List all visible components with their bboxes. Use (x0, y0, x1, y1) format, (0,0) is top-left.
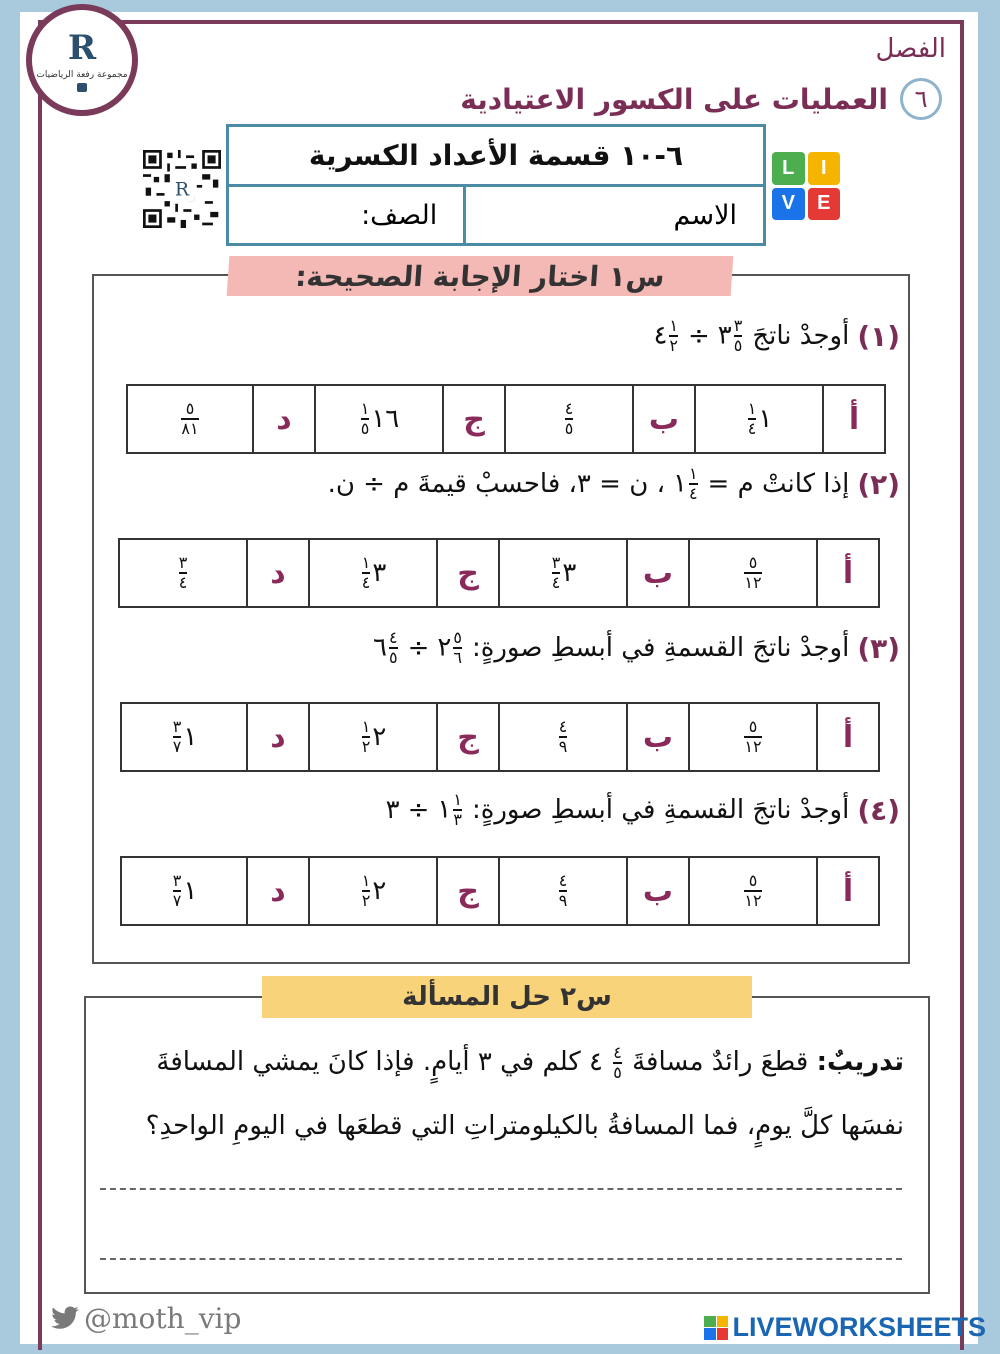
student-name-field[interactable] (466, 187, 763, 243)
question-4-expr-a: $\frac{١}{٣}$ ١ (437, 790, 462, 829)
answer-option-a[interactable]: $\frac{٥}{١٢}$ (688, 858, 816, 924)
answer-letter[interactable]: د (246, 540, 308, 606)
question-1-answers (126, 384, 886, 454)
liveworksheets-logo-icon (704, 1316, 728, 1340)
live-tile-l: L (772, 152, 805, 185)
answer-line-1[interactable] (100, 1188, 902, 1190)
question-1-text: أوجدْ ناتجَ (752, 321, 850, 351)
section2-title: س٢ حل المسألة (262, 976, 752, 1018)
answer-letter[interactable]: ب (626, 858, 688, 924)
word-problem (124, 1030, 904, 1158)
student-grade-field[interactable] (229, 187, 466, 243)
qr-code-icon (143, 150, 221, 228)
question-3-answers (120, 702, 880, 772)
answer-option-b[interactable]: $\frac{٤}{٥}$ (504, 386, 632, 452)
question-1-number: (١) (857, 319, 900, 353)
answer-letter[interactable]: أ (822, 386, 884, 452)
answer-letter[interactable]: ج (436, 858, 498, 924)
answer-option-d[interactable]: ١ $\frac{٣}{٧}$ (172, 717, 198, 756)
answer-option-a[interactable]: $\frac{٥}{١٢}$ (688, 704, 816, 770)
grade-label: الصف: (361, 199, 438, 231)
lesson-title: ٦-١٠ قسمة الأعداد الكسرية (229, 127, 763, 187)
question-3-number: (٣) (857, 631, 900, 665)
logo-letter: R (67, 28, 97, 68)
answer-letter[interactable]: ج (442, 386, 504, 452)
answer-letter[interactable]: ب (626, 704, 688, 770)
question-4-number: (٤) (857, 793, 900, 827)
answer-letter[interactable]: د (252, 386, 314, 452)
question-1-expr-a: $\frac{٣}{٥}$ ٣ (717, 316, 743, 355)
twitter-bird-icon (50, 1306, 80, 1332)
answer-option-d[interactable]: $\frac{٥}{٨١}$ (181, 399, 199, 438)
group-logo (26, 4, 138, 116)
chapter-title: العمليات على الكسور الاعتيادية (460, 82, 888, 116)
answer-letter[interactable]: ب (626, 540, 688, 606)
question-4-answers (120, 856, 880, 926)
question-3 (373, 630, 900, 666)
question-2-text-b: ، ن = ٣، فاحسبْ قيمةَ م ÷ ن. (327, 469, 665, 499)
problem-text-b: ٤ كلم في ٣ أيامٍ. فإذا كانَ يمشي المسافةَ نفسَها كلَّ يومٍ، فما المسافةُ بالكيلومتراتِ التي قطعَها في اليومِ الواحدِ؟ (145, 1047, 904, 1141)
problem-fraction: $\frac{٤}{٥}$ (613, 1042, 622, 1082)
question-4 (386, 792, 900, 828)
question-1-expr-b: $\frac{١}{٢}$ ٤ (653, 316, 678, 355)
chapter-heading (460, 78, 942, 120)
answer-letter[interactable]: أ (816, 540, 878, 606)
section1-title: س١ اختار الإجابة الصحيحة: (227, 256, 734, 296)
question-3-expr-a: $\frac{٥}{٦}$ ٢ (437, 628, 462, 667)
question-2-number: (٢) (857, 467, 900, 501)
live-tile-e: E (808, 188, 841, 221)
question-2 (328, 466, 900, 502)
answer-letter[interactable]: ب (632, 386, 694, 452)
lesson-info-table (226, 124, 766, 246)
svg-text:R: R (174, 179, 190, 201)
question-3-operator: ÷ (407, 633, 430, 663)
answer-option-c[interactable]: ١٦ $\frac{١}{٥}$ (314, 386, 442, 452)
live-tile-i: I (808, 152, 841, 185)
question-3-text: أوجدْ ناتجَ القسمةِ في أبسطِ صورةٍ: (471, 633, 850, 663)
problem-label: تدريبٌ: (816, 1047, 904, 1077)
question-2-answers (118, 538, 880, 608)
answer-letter[interactable]: ج (436, 540, 498, 606)
answer-option-b[interactable]: ٣ $\frac{٣}{٤}$ (498, 540, 626, 606)
handle-text: @moth_vip (84, 1302, 242, 1335)
answer-letter[interactable]: د (246, 704, 308, 770)
question-4-expr-b: ٣ (385, 795, 400, 825)
question-1 (653, 318, 900, 354)
answer-option-c[interactable]: ٣ $\frac{١}{٤}$ (308, 540, 436, 606)
question-3-expr-b: $\frac{٤}{٥}$ ٦ (373, 628, 398, 667)
answer-line-2[interactable] (100, 1258, 902, 1260)
chapter-label: الفصل (875, 34, 946, 64)
logo-caption: مجموعة رفعة الرياضيات (36, 70, 128, 80)
name-label: الاسم (673, 199, 737, 231)
answer-option-b[interactable]: $\frac{٤}{٩}$ (498, 704, 626, 770)
question-4-operator: ÷ (407, 795, 430, 825)
answer-option-c[interactable]: ٢ $\frac{١}{٢}$ (308, 858, 436, 924)
answer-option-d[interactable]: ١ $\frac{٣}{٧}$ (172, 871, 198, 910)
live-logo (772, 152, 840, 220)
twitter-handle (50, 1302, 241, 1335)
problem-text-a: قطعَ رائدٌ مسافةَ (632, 1047, 809, 1077)
answer-letter[interactable]: د (246, 858, 308, 924)
answer-letter[interactable]: أ (816, 858, 878, 924)
question-2-text-a: إذا كانتْ م = (707, 469, 850, 499)
chapter-number: ٦ (900, 78, 942, 120)
question-4-text: أوجدْ ناتجَ القسمةِ في أبسطِ صورةٍ: (471, 795, 850, 825)
answer-option-a[interactable]: $\frac{٥}{١٢}$ (688, 540, 816, 606)
logo-tag-strip (77, 83, 87, 92)
answer-letter[interactable]: أ (816, 704, 878, 770)
answer-letter[interactable]: ج (436, 704, 498, 770)
question-1-operator: ÷ (688, 321, 710, 351)
answer-option-b[interactable]: $\frac{٤}{٩}$ (498, 858, 626, 924)
brand-text: LIVEWORKSHEETS (732, 1312, 986, 1342)
live-tile-v: V (772, 188, 805, 221)
answer-option-d[interactable]: $\frac{٣}{٤}$ (178, 553, 188, 592)
question-2-mixed: $\frac{١}{٤}$ ١ (672, 464, 698, 503)
answer-option-a[interactable]: ١ $\frac{١}{٤}$ (694, 386, 822, 452)
liveworksheets-brand[interactable] (704, 1312, 986, 1343)
answer-option-c[interactable]: ٢ $\frac{١}{٢}$ (308, 704, 436, 770)
